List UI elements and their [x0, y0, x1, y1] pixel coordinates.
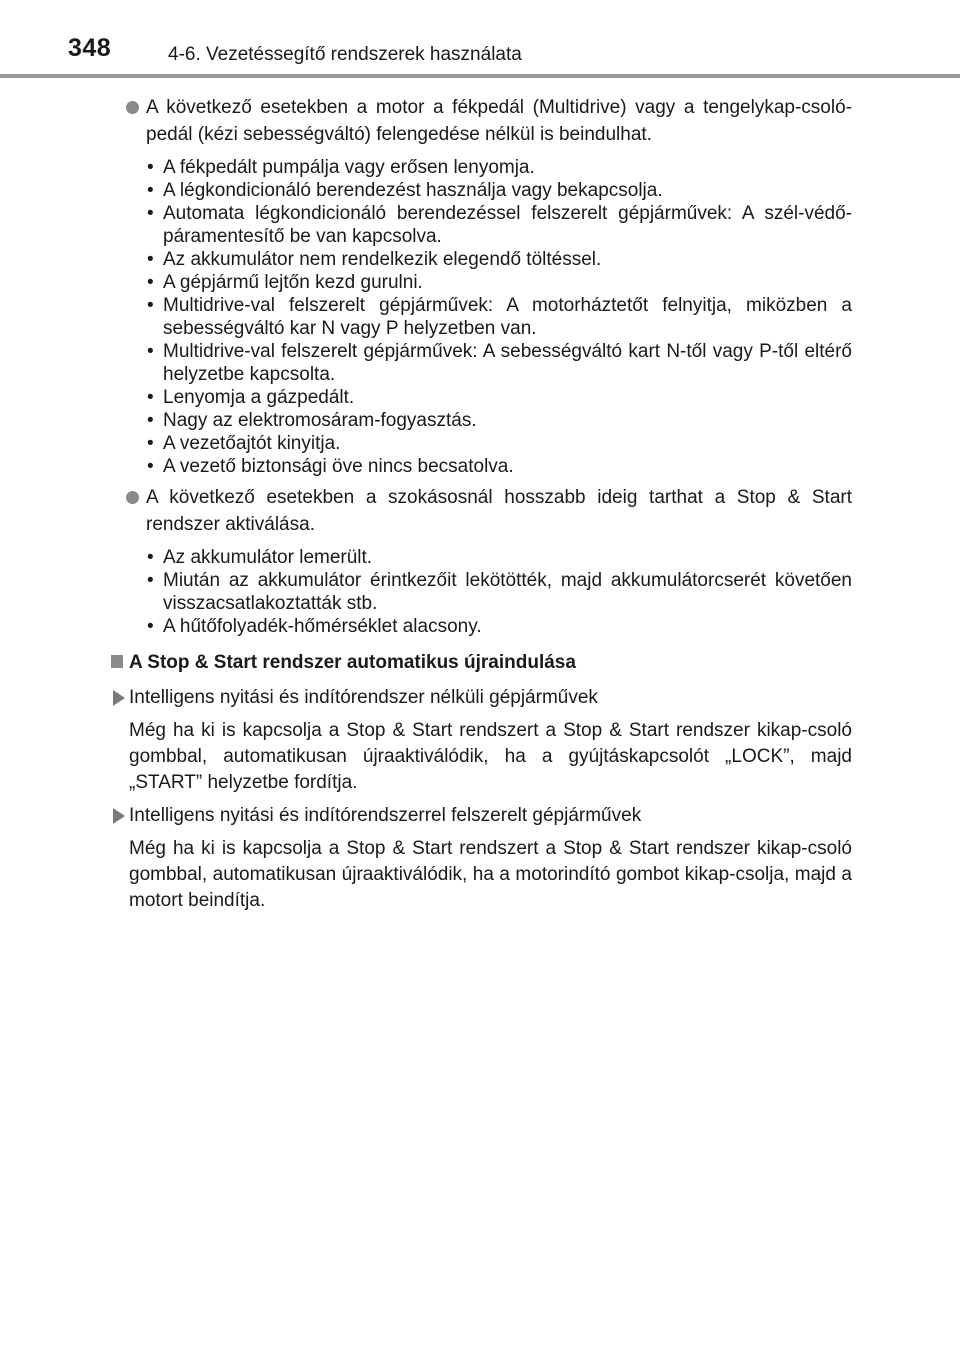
- circle-bullet-icon: [126, 101, 139, 114]
- list-item: [147, 248, 852, 271]
- bullet-icon: •: [147, 203, 154, 224]
- page-header: [0, 0, 960, 80]
- list-item-text: Lenyomja a gázpedált.: [163, 387, 355, 408]
- list-item-text: A gépjármű lejtőn kezd gurulni.: [163, 272, 423, 293]
- section-heading-text: A Stop & Start rendszer automatikus újraindulása: [129, 652, 576, 673]
- list-item-text: Automata légkondicionáló berendezéssel felszerelt gépjárművek: A szél-védő-páramentesítő be van kapcsolva.: [163, 203, 852, 247]
- list-item: [147, 569, 852, 615]
- subsection-body: Még ha ki is kapcsolja a Stop & Start rendszert a Stop & Start rendszer kikap-csoló gombbal, automatikusan újraaktiválódik, ha a motorindító gombot kikap-csolja, majd a motort beindítja.: [129, 838, 852, 911]
- bullet-icon: •: [147, 180, 154, 201]
- list-item-text: A vezető biztonsági öve nincs becsatolva.: [163, 456, 514, 477]
- list-item: [147, 386, 852, 409]
- list-item-text: A hűtőfolyadék-hőmérséklet alacsony.: [163, 616, 482, 637]
- section-heading: [129, 650, 960, 676]
- list-item: [147, 432, 852, 455]
- bullet-icon: •: [147, 341, 154, 362]
- bullet-icon: •: [147, 387, 154, 408]
- circle-bullet-icon: [126, 491, 139, 504]
- block1-lead-text: A következő esetekben a motor a fékpedál (Multidrive) vagy a tengelykap-csoló-pedál (kézi sebességváltó) felengedése nélkül is beindulhat.: [146, 97, 852, 145]
- bullet-icon: •: [147, 547, 154, 568]
- bullet-icon: •: [147, 295, 154, 316]
- list-item: [147, 546, 852, 569]
- bullet-icon: •: [147, 272, 154, 293]
- list-item-text: Multidrive-val felszerelt gépjárművek: A motorháztetőt felnyitja, miközben a sebességváltó kar N vagy P helyzetben van.: [163, 295, 852, 339]
- list-item: [147, 294, 852, 340]
- list-item: [147, 156, 852, 179]
- list-item: [147, 615, 852, 638]
- bullet-icon: •: [147, 249, 154, 270]
- subsection-title: [129, 685, 960, 711]
- triangle-bullet-icon: [113, 690, 125, 706]
- square-bullet-icon: [111, 655, 123, 668]
- subsection-body: Még ha ki is kapcsolja a Stop & Start rendszert a Stop & Start rendszer kikap-csoló gombbal, automatikusan újraaktiválódik, ha a gyújtáskapcsolót „LOCK”, majd „START” helyzetbe fordítja.: [129, 720, 852, 793]
- list-item: [147, 202, 852, 248]
- section-title: 4-6. Vezetéssegítő rendszerek használata: [168, 44, 522, 65]
- bullet-icon: •: [147, 456, 154, 477]
- subsection-title-text: Intelligens nyitási és indítórendszer nélküli gépjárművek: [129, 687, 598, 708]
- list-item: [147, 179, 852, 202]
- list-item-text: Nagy az elektromosáram-fogyasztás.: [163, 410, 477, 431]
- list-item: [147, 409, 852, 432]
- bullet-icon: •: [147, 157, 154, 178]
- subsection-title: [129, 803, 960, 829]
- list-item: [147, 271, 852, 294]
- block2-lead: [146, 484, 852, 538]
- list-item-text: A légkondicionáló berendezést használja vagy bekapcsolja.: [163, 180, 663, 201]
- block2-lead-text: A következő esetekben a szokásosnál hosszabb ideig tarthat a Stop & Start rendszer aktiválása.: [146, 487, 852, 535]
- page-content: [0, 94, 960, 914]
- bullet-icon: •: [147, 616, 154, 637]
- block1-lead: [146, 94, 852, 148]
- bullet-icon: •: [147, 433, 154, 454]
- list-item-text: Az akkumulátor lemerült.: [163, 547, 373, 568]
- list-item-text: Az akkumulátor nem rendelkezik elegendő töltéssel.: [163, 249, 602, 270]
- list-item-text: Miután az akkumulátor érintkezőit lekötötték, majd akkumulátorcserét követően visszacsatlakoztatták stb.: [163, 570, 852, 614]
- list-item-text: A vezetőajtót kinyitja.: [163, 433, 341, 454]
- bullet-icon: •: [147, 410, 154, 431]
- header-rule: [0, 74, 960, 78]
- triangle-bullet-icon: [113, 808, 125, 824]
- list-item: [147, 455, 852, 478]
- list-item-text: A fékpedált pumpálja vagy erősen lenyomja.: [163, 157, 535, 178]
- page-number: 348: [68, 34, 112, 62]
- list-item: [147, 340, 852, 386]
- bullet-icon: •: [147, 570, 154, 591]
- list-item-text: Multidrive-val felszerelt gépjárművek: A sebességváltó kart N-től vagy P-től eltérő helyzetbe kapcsolta.: [163, 341, 852, 385]
- block2-list: [0, 546, 960, 638]
- subsection-title-text: Intelligens nyitási és indítórendszerrel felszerelt gépjárművek: [129, 805, 642, 826]
- block1-list: [0, 156, 960, 478]
